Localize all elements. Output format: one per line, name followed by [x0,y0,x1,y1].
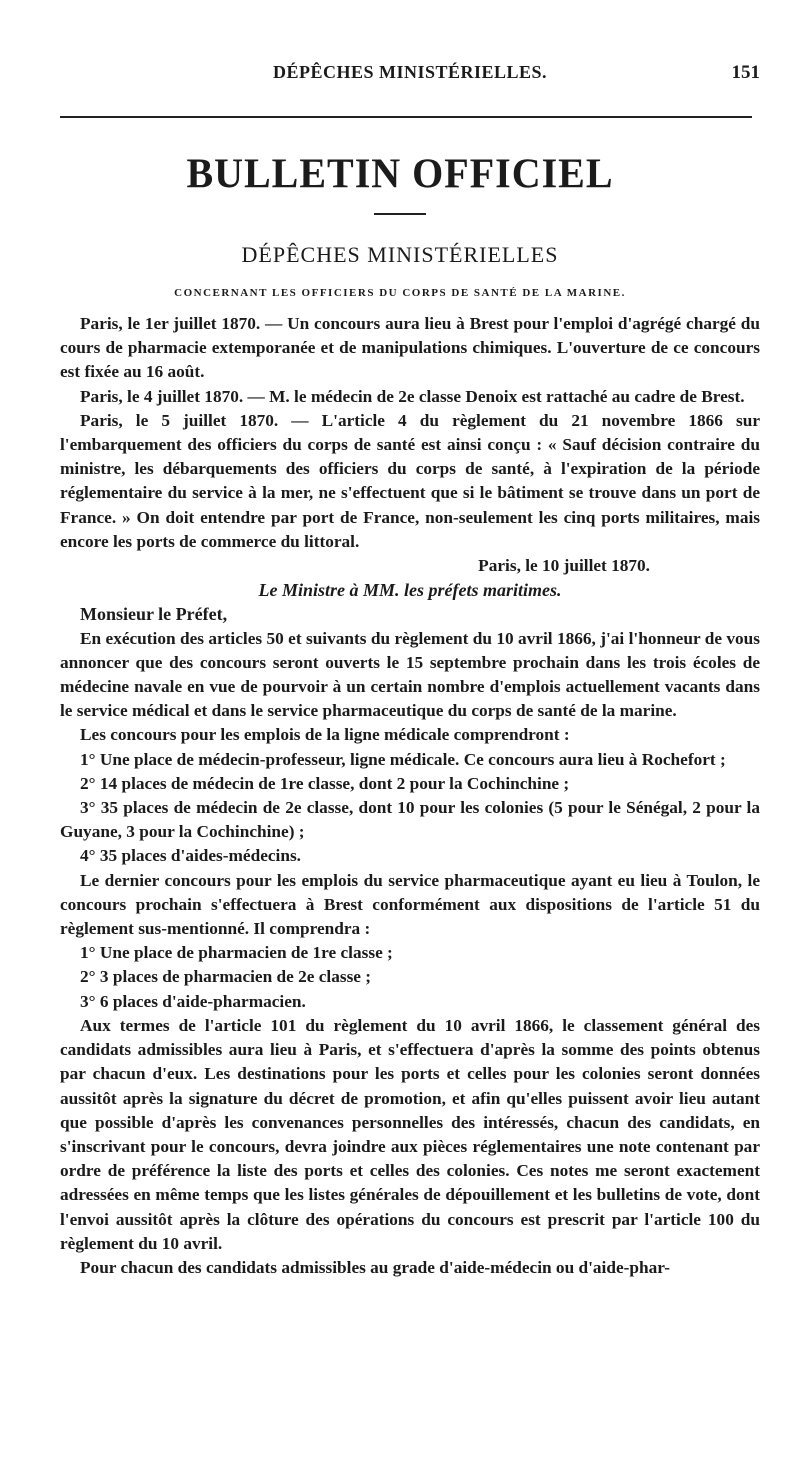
letter-paragraph: Aux termes de l'article 101 du règlement du 10 avril 1866, le classement général des candidats admissibles aura lieu à Paris, et s'effectuera d'après la somme des points obtenus par chacun d'eux. Les destinations pour les ports et celles pour les colonies seront données aussitôt après la signature du décret de promotion, et afin qu'elles puissent avoir lieu autant que possible d'après les convenances personnelles des intéressés, chacun des candidats, en s'inscrivant pour le concours, devra joindre aux pièces réglementaires une note contenant par ordre de préférence la liste des ports et celles des colonies. Ces notes me seront exactement adressées en même temps que les listes générales de dépouillement et les bulletins de vote, dont l'envoi aussitôt après la clôture des opérations du concours est prescrit par l'article 100 du règlement du 10 avril. [60,1015,760,1253]
section-subtitle: CONCERNANT LES OFFICIERS DU CORPS DE SANTÉ DE LA MARINE. [174,287,626,299]
header-rule [60,116,752,118]
paragraph-5-july: Paris, le 5 juillet 1870. — L'article 4 du règlement du 21 novembre 1866 sur l'embarquement des officiers du corps de santé est ainsi conçu : « Sauf décision contraire du ministre, les débarquements des officiers du corps de santé, à l'expiration de la période réglementaire du service à la mer, ne s'effectuent que si le bâtiment se trouve dans un port de France. » On doit entendre par port de France, non-seulement les cinq ports militaires, mais encore les ports de commerce du littoral. [60,410,760,551]
running-title: DÉPÊCHES MINISTÉRIELLES. [272,62,548,82]
article-body [60,312,760,1280]
page-number: 151 [731,62,760,83]
section-title: DÉPÊCHES MINISTÉRIELLES [241,242,559,267]
running-header [60,62,760,88]
paragraph-4-july: Paris, le 4 juillet 1870. — M. le médecin de 2e classe Denoix est rattaché au cadre de Brest. [80,386,745,406]
list-item: 2° 3 places de pharmacien de 2e classe ; [80,967,372,987]
list-item: 3° 35 places de médecin de 2e classe, dont 10 pour les colonies (5 pour le Sénégal, 2 pour la Guyane, 3 pour la Cochinchine) ; [60,798,760,842]
letter-paragraph: Le dernier concours pour les emplois du service pharmaceutique ayant eu lieu à Toulon, le concours prochain s'effectuera à Brest conformément aux dispositions de l'article 51 du règlement sus-mentionné. Il comprendra : [60,870,760,939]
addressee: Le Ministre à MM. les préfets maritimes. [258,580,562,601]
title-divider [374,213,426,215]
letter-paragraph: Les concours pour les emplois de la ligne médicale comprendront : [80,725,570,745]
salutation: Monsieur le Préfet, [80,604,228,625]
bulletin-title: BULLETIN OFFICIEL [186,149,614,198]
letter-paragraph: Pour chacun des candidats admissibles au grade d'aide-médecin ou d'aide-phar- [80,1257,671,1277]
list-item: 3° 6 places d'aide-pharmacien. [80,991,306,1011]
list-item: 4° 35 places d'aides-médecins. [80,846,302,866]
list-item: 1° Une place de pharmacien de 1re classe ; [80,943,393,963]
dateline: Paris, le 10 juillet 1870. [478,556,650,576]
list-item: 1° Une place de médecin-professeur, ligne médicale. Ce concours aura lieu à Rochefort ; [80,749,726,769]
letter-paragraph: En exécution des articles 50 et suivants du règlement du 10 avril 1866, j'ai l'honneur de vous annoncer que des concours seront ouverts le 15 septembre prochain dans les trois écoles de médecine navale en vue de pourvoir à un certain nombre d'emplois actuellement vacants dans le service médical et dans le service pharmaceutique du corps de santé de la marine. [60,628,760,721]
paragraph-1-july: Paris, le 1er juillet 1870. — Un concours aura lieu à Brest pour l'emploi d'agrégé chargé du cours de pharmacie extemporanée et de manipulations chimiques. L'ouverture de ce concours est fixée au 16 août. [60,314,760,382]
list-item: 2° 14 places de médecin de 1re classe, dont 2 pour la Cochinchine ; [80,773,570,793]
